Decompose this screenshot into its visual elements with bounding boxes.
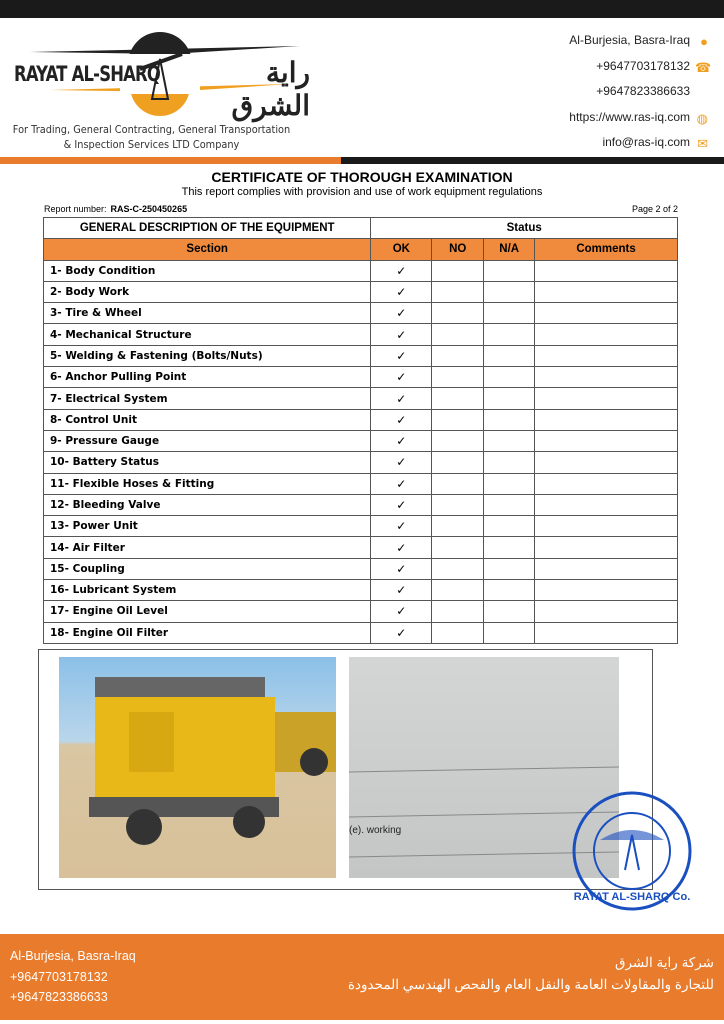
comments-cell xyxy=(535,452,678,473)
na-cell xyxy=(484,516,535,537)
table-row xyxy=(44,388,678,409)
subtitle: This report complies with provision and use of work equipment regulations xyxy=(181,186,543,198)
na-cell xyxy=(484,345,535,366)
comments-cell xyxy=(535,345,678,366)
report-number: Report number: RAS-C-250450265 xyxy=(44,204,188,214)
table-row xyxy=(44,260,678,281)
no-cell xyxy=(432,367,484,388)
section-name: 14- Air Filter xyxy=(44,537,371,558)
page-title: CERTIFICATE OF THOROUGH EXAMINATION xyxy=(211,169,513,185)
comments-cell xyxy=(535,324,678,345)
ok-check-icon: ✓ xyxy=(371,367,432,388)
phone-icon: ☎ xyxy=(695,59,712,75)
na-cell xyxy=(484,324,535,345)
ok-check-icon: ✓ xyxy=(371,345,432,366)
footer: Al-Burjesia, Basra-Iraq +9647703178132 +9647823386633 شركة راية الشرق للتجارة والمقاولات العامة والنقل العام والفحص الهندسي المحدودة xyxy=(0,934,724,1020)
table-row xyxy=(44,367,678,388)
table-row xyxy=(44,452,678,473)
table-row xyxy=(44,324,678,345)
comments-cell xyxy=(535,260,678,281)
no-cell xyxy=(432,281,484,302)
no-cell xyxy=(432,601,484,622)
no-cell xyxy=(432,324,484,345)
comments-cell xyxy=(535,281,678,302)
top-bar xyxy=(0,0,724,18)
ok-check-icon: ✓ xyxy=(371,430,432,451)
no-cell xyxy=(432,516,484,537)
section-name: 4- Mechanical Structure xyxy=(44,324,371,345)
ok-check-icon: ✓ xyxy=(371,388,432,409)
na-cell xyxy=(484,281,535,302)
na-cell xyxy=(484,558,535,579)
no-cell xyxy=(432,430,484,451)
location-pin-icon: ● xyxy=(700,34,708,49)
na-cell xyxy=(484,260,535,281)
status-header: Status xyxy=(371,218,678,239)
page-number: Page 2 of 2 xyxy=(631,204,678,214)
section-name: 9- Pressure Gauge xyxy=(44,430,371,451)
no-cell xyxy=(432,260,484,281)
table-row xyxy=(44,622,678,643)
no-cell xyxy=(432,494,484,515)
comments-cell xyxy=(535,537,678,558)
na-cell xyxy=(484,409,535,430)
section-name: 6- Anchor Pulling Point xyxy=(44,367,371,388)
ok-check-icon: ✓ xyxy=(371,260,432,281)
section-name: 1- Body Condition xyxy=(44,260,371,281)
equipment-photo xyxy=(59,657,336,878)
table-row xyxy=(44,494,678,515)
ok-check-icon: ✓ xyxy=(371,452,432,473)
no-cell xyxy=(432,558,484,579)
ok-check-icon: ✓ xyxy=(371,494,432,515)
section-name: 16- Lubricant System xyxy=(44,580,371,601)
section-name: 5- Welding & Fastening (Bolts/Nuts) xyxy=(44,345,371,366)
section-name: 13- Power Unit xyxy=(44,516,371,537)
company-logo: RAYAT AL-SHARQ راية الشرق xyxy=(10,24,310,124)
section-name: 15- Coupling xyxy=(44,558,371,579)
ok-check-icon: ✓ xyxy=(371,324,432,345)
comments-cell xyxy=(535,388,678,409)
comments-cell xyxy=(535,622,678,643)
section-name: 12- Bleeding Valve xyxy=(44,494,371,515)
na-cell xyxy=(484,580,535,601)
ok-check-icon: ✓ xyxy=(371,558,432,579)
section-name: 2- Body Work xyxy=(44,281,371,302)
ok-check-icon: ✓ xyxy=(371,622,432,643)
section-name: 18- Engine Oil Filter xyxy=(44,622,371,643)
section-name: 8- Control Unit xyxy=(44,409,371,430)
no-cell xyxy=(432,622,484,643)
inspection-table: GENERAL DESCRIPTION OF THE EQUIPMENT Status Section OK NO N/A Comments 1- Body Condition ✓ 2- Body Work ✓ 3- Tire & Wheel ✓ 4- Mechanical Structure ✓ 5- Welding & Fastening (Bolts/Nuts) ✓ 6- Anchor Pulling Point ✓ 7- Electrical System ✓ 8- Control Unit ✓ 9- Pressure Gauge ✓ 10- Battery Status ✓ 11- Flexible Hoses & Fitting ✓ 12- Bleeding Valve ✓ 13- Power Unit ✓ 14- Air Filter ✓ 15- Coupling ✓ 16- Lubricant System ✓ 17- Engine Oil Level ✓ 18- Engine Oil Filter ✓ xyxy=(43,217,678,644)
comments-cell xyxy=(535,494,678,515)
table-row xyxy=(44,473,678,494)
ok-check-icon: ✓ xyxy=(371,537,432,558)
na-cell xyxy=(484,388,535,409)
comments-cell xyxy=(535,516,678,537)
globe-icon: ◍ xyxy=(696,110,708,126)
table-row xyxy=(44,430,678,451)
svg-text:RAYAT AL-SHARQ Co.: RAYAT AL-SHARQ Co. xyxy=(573,891,691,903)
na-cell xyxy=(484,622,535,643)
no-cell xyxy=(432,409,484,430)
company-stamp xyxy=(570,790,694,912)
no-cell xyxy=(432,303,484,324)
envelope-icon: ✉ xyxy=(697,136,708,151)
na-cell xyxy=(484,303,535,324)
no-cell xyxy=(432,537,484,558)
comments-cell xyxy=(535,558,678,579)
ok-check-icon: ✓ xyxy=(371,409,432,430)
table-row xyxy=(44,516,678,537)
ok-check-icon: ✓ xyxy=(371,303,432,324)
ok-check-icon: ✓ xyxy=(371,601,432,622)
comments-cell xyxy=(535,473,678,494)
divider xyxy=(341,157,724,164)
section-name: 10- Battery Status xyxy=(44,452,371,473)
na-cell xyxy=(484,367,535,388)
no-cell xyxy=(432,345,484,366)
table-row xyxy=(44,601,678,622)
na-cell xyxy=(484,430,535,451)
comments-cell xyxy=(535,367,678,388)
na-cell xyxy=(484,473,535,494)
table-row xyxy=(44,281,678,302)
na-cell xyxy=(484,601,535,622)
no-cell xyxy=(432,473,484,494)
photos-box xyxy=(38,649,653,890)
ok-check-icon: ✓ xyxy=(371,516,432,537)
nameplate-photo: (e). working xyxy=(349,657,619,878)
ok-check-icon: ✓ xyxy=(371,473,432,494)
desc-header: GENERAL DESCRIPTION OF THE EQUIPMENT xyxy=(44,218,371,239)
na-cell xyxy=(484,452,535,473)
table-row xyxy=(44,303,678,324)
table-row xyxy=(44,409,678,430)
na-cell xyxy=(484,537,535,558)
comments-cell xyxy=(535,430,678,451)
no-cell xyxy=(432,580,484,601)
section-name: 17- Engine Oil Level xyxy=(44,601,371,622)
table-row xyxy=(44,558,678,579)
comments-cell xyxy=(535,409,678,430)
na-cell xyxy=(484,494,535,515)
tagline: For Trading, General Contracting, General Transportation & Inspection Services LTD Company xyxy=(12,124,291,151)
table-row xyxy=(44,580,678,601)
no-cell xyxy=(432,388,484,409)
comments-cell xyxy=(535,601,678,622)
ok-check-icon: ✓ xyxy=(371,580,432,601)
divider xyxy=(0,157,341,164)
section-name: 3- Tire & Wheel xyxy=(44,303,371,324)
comments-cell xyxy=(535,303,678,324)
table-row xyxy=(44,345,678,366)
section-name: 11- Flexible Hoses & Fitting xyxy=(44,473,371,494)
no-cell xyxy=(432,452,484,473)
table-row xyxy=(44,537,678,558)
section-name: 7- Electrical System xyxy=(44,388,371,409)
ok-check-icon: ✓ xyxy=(371,281,432,302)
comments-cell xyxy=(535,580,678,601)
contact-info: Al-Burjesia, Basra-Iraq ● +9647703178132 ☎ +9647823386633 https://www.ras-iq.com ◍ info@ras-iq.com ✉ xyxy=(569,33,712,151)
